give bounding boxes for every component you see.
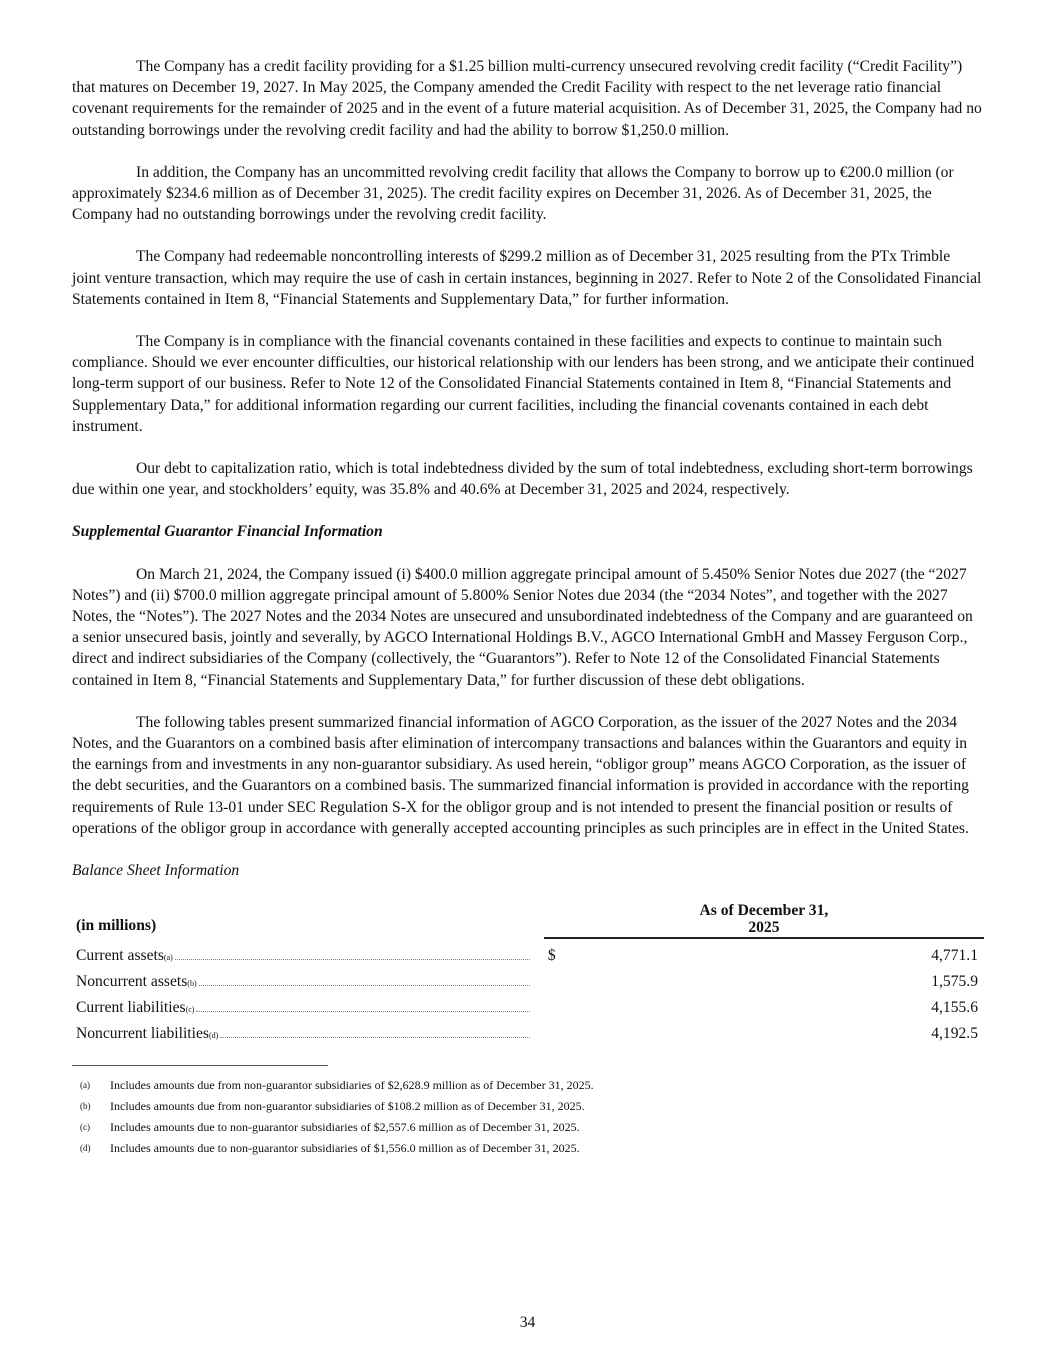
row-value: 4,155.6 <box>931 999 978 1017</box>
row-label: Current liabilities <box>76 999 186 1017</box>
date-column-header <box>544 902 984 938</box>
currency-symbol: $ <box>547 947 556 965</box>
footnote-mark: (b) <box>80 1101 91 1112</box>
footnote <box>72 1120 982 1135</box>
footnote-divider <box>72 1065 328 1066</box>
currency-symbol <box>544 965 568 991</box>
paragraph-uncommitted-facility: In addition, the Company has an uncommitted revolving credit facility that allows the Company to borrow up to €200.0 million (or approximately $234.6 million as of December 31, 2025). The credit facility expires on December 31, 2026. As of December 31, 2025, the Company had no outstanding borrowings under the revolving credit facility. <box>72 163 954 224</box>
section-heading: Supplemental Guarantor Financial Information <box>72 523 383 541</box>
leader-dots <box>220 1036 530 1038</box>
row-label: Current assets <box>76 947 164 965</box>
footnote-ref: (b) <box>187 979 197 989</box>
row-label: Noncurrent assets <box>76 973 188 991</box>
table-row <box>72 991 984 1017</box>
currency-symbol <box>544 991 568 1017</box>
footnote <box>72 1099 982 1114</box>
footnote <box>72 1078 982 1093</box>
label-column-header: (in millions) <box>76 917 157 935</box>
row-value: 1,575.9 <box>931 973 978 991</box>
table-header-row <box>72 902 984 938</box>
table-row <box>72 1017 984 1043</box>
paragraph-senior-notes: On March 21, 2024, the Company issued (i) $400.0 million aggregate principal amount of 5.450% Senior Notes due 2027 (the “2027 Notes”) and (ii) $700.0 million aggregate principal amount of 5.800% Senior Notes due 2034 (the “2034 Notes”, and together with the 2027 Notes, the “Notes”). The 2027 Notes and the 2034 Notes are unsecured and unsubordinated indebtedness of the Company and are guaranteed on a senior unsecured basis, jointly and severally, by AGCO International Holdings B.V., AGCO International GmbH and Massey Ferguson Corp., direct and indirect subsidiaries of the Company (collectively, the “Guarantors”). Refer to Note 12 of the Consolidated Financial Statements contained in Item 8, “Financial Statements and Supplementary Data,” for further discussion of these debt obligations. <box>72 565 973 689</box>
footnote-ref: (c) <box>185 1005 195 1015</box>
column-header-line2: 2025 <box>748 919 780 937</box>
balance-sheet-table <box>72 902 984 1043</box>
paragraph-covenant-compliance: The Company is in compliance with the financial covenants contained in these facilities and expects to continue to maintain such compliance. Should we ever encounter difficulties, our historical relationship with our lenders has been strong, and we anticipate their continued long-term support of our business. Refer to Note 12 of the Consolidated Financial Statements contained in Item 8, “Financial Statements and Supplementary Data,” for additional information regarding our current facilities, including the financial covenants contained in each debt instrument. <box>72 333 975 435</box>
column-header-line1: As of December 31, <box>699 902 829 920</box>
row-value: 4,771.1 <box>931 947 978 965</box>
footnote-mark: (d) <box>80 1143 91 1154</box>
table-row <box>72 965 984 991</box>
leader-dots <box>199 984 530 986</box>
page-number: 34 <box>519 1314 536 1331</box>
row-value: 4,192.5 <box>931 1025 978 1043</box>
footnote-text: Includes amounts due from non-guarantor subsidiaries of $2,628.9 million as of December 31, 2025. <box>110 1078 594 1093</box>
footnote-mark: (a) <box>80 1080 90 1091</box>
footnote-ref: (d) <box>208 1031 219 1041</box>
paragraph-summarized-info: The following tables present summarized financial information of AGCO Corporation, as the issuer of the 2027 Notes and the 2034 Notes, and the Guarantors on a combined basis after elimination of intercompany transactions and balances within the Guarantors and equity in the earnings from and investments in any non-guarantor subsidiary. As used herein, “obligor group” means AGCO Corporation, as the issuer of the debt securities, and the Guarantors on a combined basis. The summarized financial information is provided in accordance with the reporting requirements of Rule 13-01 under SEC Regulation S-X for the obligor group and is not intended to present the financial position or results of operations of the obligor group in accordance with generally accepted accounting principles as such principles are in effect in the United States. <box>72 713 969 837</box>
leader-dots <box>196 1010 529 1012</box>
row-label: Noncurrent liabilities <box>76 1025 209 1043</box>
footnote-text: Includes amounts due to non-guarantor subsidiaries of $2,557.6 million as of December 31, 2025. <box>110 1120 580 1135</box>
footnote <box>72 1141 982 1156</box>
currency-symbol <box>544 1017 568 1043</box>
table-row <box>72 938 984 965</box>
leader-dots <box>175 958 530 960</box>
footnote-ref: (a) <box>163 953 173 963</box>
footnotes <box>72 1078 982 1156</box>
paragraph-debt-capitalization: Our debt to capitalization ratio, which is total indebtedness divided by the sum of total indebtedness, excluding short-term borrowings due within one year, and stockholders’ equity, was 35.8% and 40.6% at December 31, 2025 and 2024, respectively. <box>72 460 973 499</box>
paragraph-noncontrolling-interests: The Company had redeemable noncontrolling interests of $299.2 million as of December 31, 2025 resulting from the PTx Trimble joint venture transaction, which may require the use of cash in certain instances, beginning in 2027. Refer to Note 2 of the Consolidated Financial Statements contained in Item 8, “Financial Statements and Supplementary Data,” for further information. <box>72 248 982 308</box>
footnote-text: Includes amounts due to non-guarantor subsidiaries of $1,556.0 million as of December 31, 2025. <box>110 1141 580 1156</box>
document-page <box>72 56 982 1162</box>
balance-sheet-subheading: Balance Sheet Information <box>72 862 240 880</box>
footnote-mark: (c) <box>80 1122 90 1133</box>
paragraph-credit-facility: The Company has a credit facility providing for a $1.25 billion multi-currency unsecured revolving credit facility (“Credit Facility”) that matures on December 19, 2027. In May 2025, the Company amended the Credit Facility with respect to the net leverage ratio financial covenant requirements for the remainder of 2025 and in the event of a future material acquisition. As of December 31, 2025, the Company had no outstanding borrowings under the revolving credit facility and had the ability to borrow $1,250.0 million. <box>72 58 982 139</box>
footnote-text: Includes amounts due from non-guarantor subsidiaries of $108.2 million as of December 31, 2025. <box>110 1099 585 1114</box>
